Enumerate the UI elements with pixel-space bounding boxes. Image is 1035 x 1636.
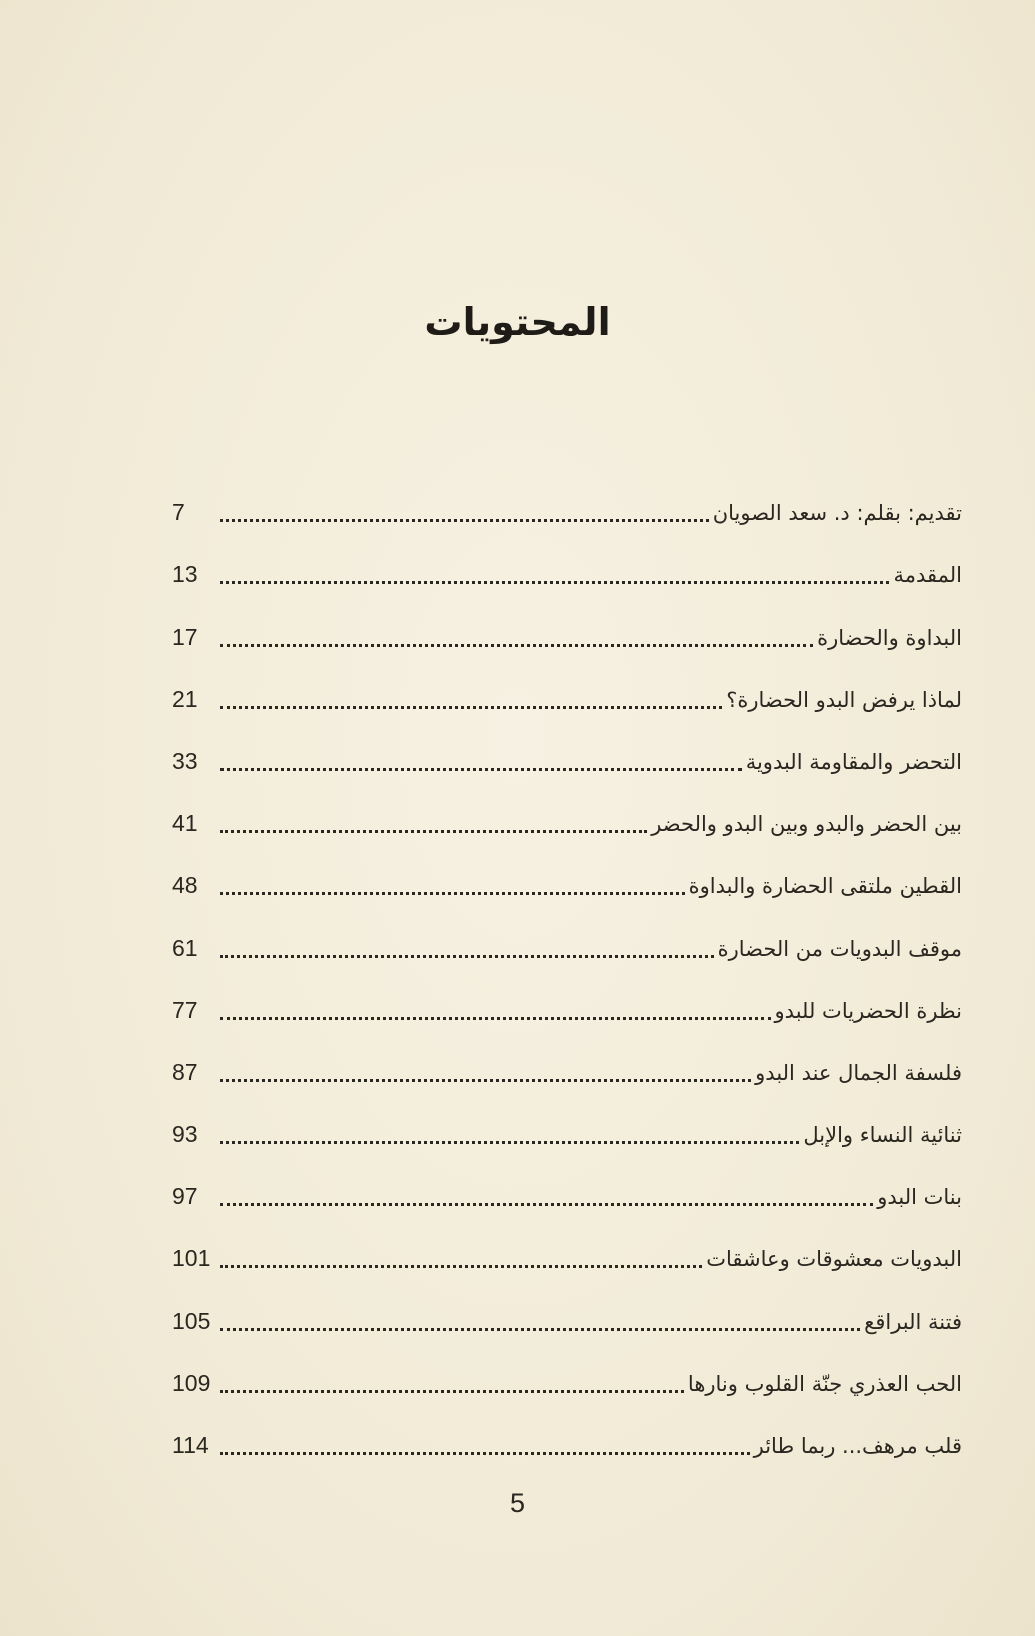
- toc-entry: [172, 1098, 962, 1160]
- dot-leader: [220, 519, 709, 522]
- toc-entry: [172, 1284, 962, 1346]
- dot-leader: [220, 1017, 771, 1020]
- dot-leader: [220, 644, 813, 647]
- dot-leader: [220, 581, 889, 584]
- dot-leader: [220, 1265, 702, 1268]
- toc-entry-title: المقدمة: [893, 563, 962, 588]
- dot-leader: [220, 892, 685, 895]
- dot-leader: [220, 1452, 750, 1455]
- dot-leader: [220, 830, 647, 833]
- toc-entry-page: 41: [172, 810, 198, 837]
- page-number: 5: [509, 1488, 526, 1518]
- toc-entry: [172, 600, 962, 662]
- page-title: المحتويات: [424, 300, 611, 344]
- toc-entry: [172, 1222, 962, 1284]
- toc-entry-title: التحضر والمقاومة البدوية: [745, 749, 962, 774]
- toc-entry: [172, 1409, 962, 1471]
- toc-entry-page: 101: [172, 1245, 211, 1272]
- toc-entry: [172, 1347, 962, 1409]
- toc-entry-page: 7: [172, 499, 185, 526]
- toc-entry-page: 48: [172, 872, 198, 899]
- toc-entry: [172, 787, 962, 849]
- dot-leader: [220, 955, 714, 958]
- dot-leader: [220, 1141, 799, 1144]
- toc-entry-title: البداوة والحضارة: [817, 625, 962, 650]
- toc-entry-page: 114: [172, 1432, 209, 1458]
- toc-entry: [172, 476, 962, 538]
- table-of-contents: [172, 476, 962, 1471]
- toc-entry-title: فلسفة الجمال عند البدو: [755, 1060, 962, 1085]
- toc-entry-title: نظرة الحضريات للبدو: [774, 998, 962, 1023]
- toc-entry: [172, 911, 962, 973]
- toc-entry-page: 77: [172, 996, 198, 1023]
- toc-entry-page: 13: [172, 561, 198, 588]
- toc-entry: [172, 538, 962, 600]
- toc-entry-page: 61: [172, 934, 198, 961]
- toc-entry-title: ثنائية النساء والإبل: [803, 1123, 962, 1148]
- dot-leader: [220, 1203, 873, 1206]
- toc-entry-page: 21: [172, 685, 198, 712]
- toc-entry-page: 97: [172, 1183, 198, 1210]
- toc-entry-title: الحب العذري جنّة القلوب ونارها: [687, 1371, 962, 1396]
- toc-entry-title: بنات البدو: [877, 1185, 962, 1210]
- toc-entry-title: لماذا يرفض البدو الحضارة؟: [726, 687, 962, 712]
- toc-entry-page: 33: [172, 747, 198, 774]
- toc-entry-title: تقديم: بقلم: د. سعد الصويان: [712, 501, 962, 526]
- dot-leader: [220, 1328, 860, 1331]
- toc-entry-title: فتنة البراقع: [864, 1309, 962, 1334]
- toc-entry-title: البدويات معشوقات وعاشقات: [706, 1247, 962, 1272]
- toc-entry: [172, 974, 962, 1036]
- dot-leader: [220, 1079, 751, 1082]
- toc-entry-title: قلب مرهف... ربما طائر: [753, 1434, 962, 1458]
- dot-leader: [220, 768, 742, 771]
- toc-entry: [172, 849, 962, 911]
- toc-entry-title: القطين ملتقى الحضارة والبداوة: [688, 874, 962, 899]
- toc-entry-page: 87: [172, 1058, 198, 1085]
- dot-leader: [220, 706, 722, 709]
- toc-entry-title: بين الحضر والبدو وبين البدو والحضر: [651, 812, 962, 837]
- toc-entry: [172, 663, 962, 725]
- toc-entry-page: 109: [172, 1369, 211, 1396]
- dot-leader: [220, 1390, 684, 1393]
- toc-entry: [172, 1160, 962, 1222]
- toc-entry-page: 105: [172, 1307, 211, 1334]
- toc-entry-title: موقف البدويات من الحضارة: [717, 936, 962, 961]
- toc-entry-page: 93: [172, 1121, 198, 1148]
- toc-entry: [172, 725, 962, 787]
- toc-entry: [172, 1036, 962, 1098]
- toc-entry-page: 17: [172, 623, 198, 650]
